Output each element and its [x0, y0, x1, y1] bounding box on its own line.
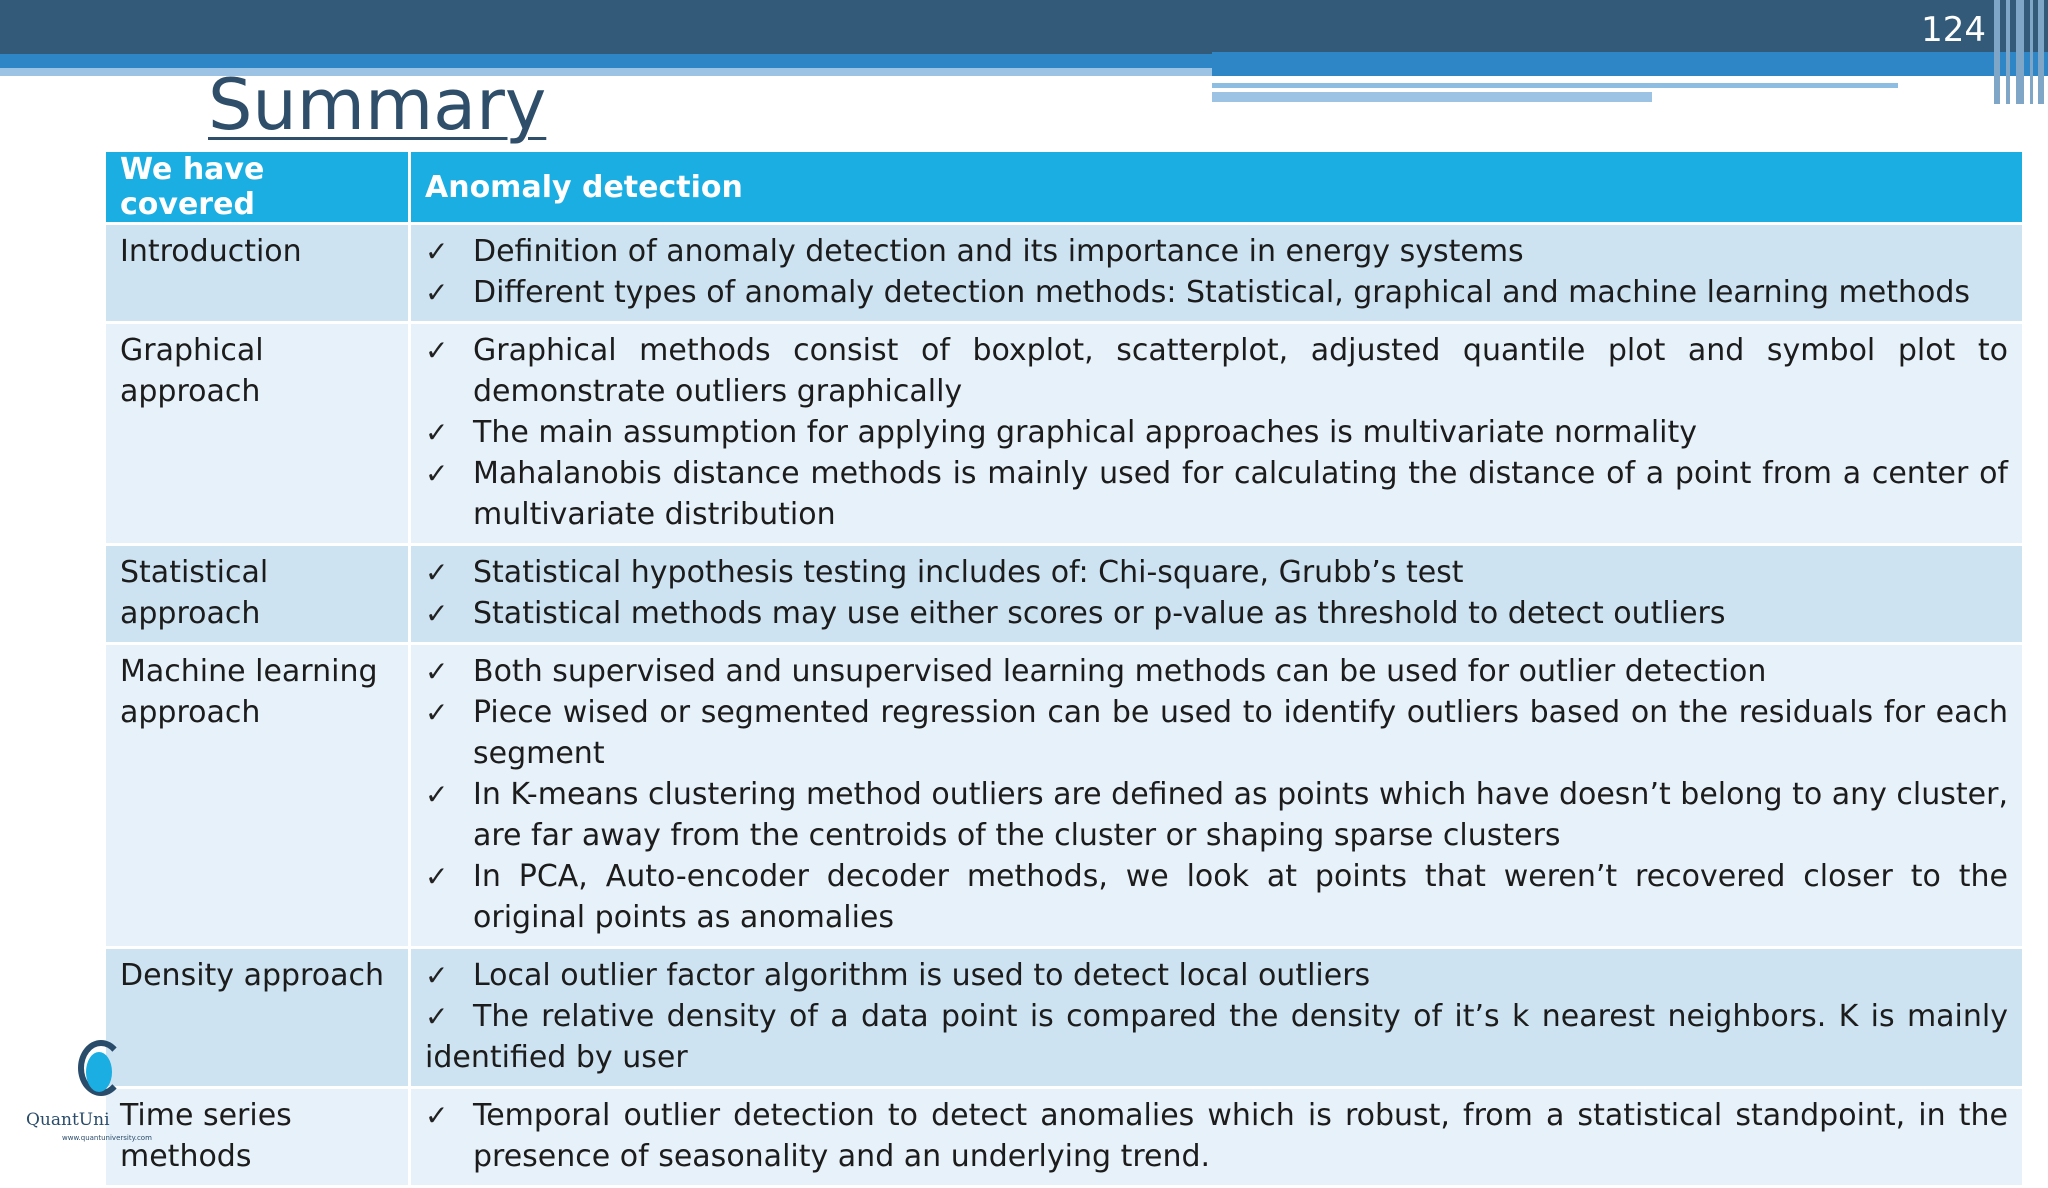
list-item: ✓ Piece wised or segmented regression can be used to identify outliers based on the residuals for each segment [425, 692, 2008, 774]
checkmark-icon: ✓ [425, 655, 449, 688]
row-topic: Time series methods [105, 1088, 410, 1187]
row-topic: Machine learning approach [105, 644, 410, 948]
checkmark-icon: ✓ [425, 778, 449, 811]
checkmark-icon: ✓ [425, 860, 449, 893]
header-topic: We have covered [105, 151, 410, 224]
checkmark-icon: ✓ [425, 959, 449, 992]
list-item: ✓ Statistical methods may use either scores or p-value as threshold to detect outliers [425, 593, 2008, 634]
checkmark-icon: ✓ [425, 416, 449, 449]
table-row [105, 644, 2024, 948]
row-points [410, 948, 2024, 1088]
table-header-row [105, 151, 2024, 224]
table-row [105, 1088, 2024, 1187]
row-points [410, 1088, 2024, 1187]
checkmark-icon: ✓ [425, 276, 449, 309]
checkmark-icon: ✓ [425, 334, 449, 367]
row-topic: Introduction [105, 224, 410, 323]
banner-stripe [1212, 92, 1652, 102]
banner-stripe [1212, 83, 1898, 88]
row-points [410, 545, 2024, 644]
list-item: ✓ Graphical methods consist of boxplot, scatterplot, adjusted quantile plot and symbol plot to demonstrate outliers graphically [425, 330, 2008, 412]
table-row [105, 948, 2024, 1088]
checkmark-icon: ✓ [425, 1099, 449, 1132]
slide-title: Summary [208, 64, 547, 146]
row-points [410, 644, 2024, 948]
banner-right-stripes [1988, 0, 2048, 104]
checkmark-icon: ✓ [425, 696, 449, 729]
banner-stripe [0, 54, 1212, 68]
row-topic: Statistical approach [105, 545, 410, 644]
list-item: ✓ In K-means clustering method outliers are defined as points which have doesn’t belong to any cluster, are far away from the centroids of the cluster or shaping sparse clusters [425, 774, 2008, 856]
list-item: ✓ Temporal outlier detection to detect anomalies which is robust, from a statistical standpoint, in the presence of seasonality and an underlying trend. [425, 1095, 2008, 1177]
list-item: ✓ Mahalanobis distance methods is mainly used for calculating the distance of a point from a center of multivariate distribution [425, 453, 2008, 535]
row-topic: Graphical approach [105, 323, 410, 545]
banner-stripe [1212, 52, 2048, 76]
top-banner [0, 0, 2048, 54]
table-row [105, 545, 2024, 644]
list-item: ✓ Local outlier factor algorithm is used to detect local outliers [425, 955, 2008, 996]
row-topic: Density approach [105, 948, 410, 1088]
checkmark-icon: ✓ [425, 597, 449, 630]
table-row [105, 224, 2024, 323]
logo-url: www.quantuniversity.com [62, 1134, 152, 1142]
row-points [410, 323, 2024, 545]
checkmark-icon: ✓ [425, 457, 449, 490]
list-item: ✓ Both supervised and unsupervised learning methods can be used for outlier detection [425, 651, 2008, 692]
summary-table [103, 149, 2025, 1188]
checkmark-icon: ✓ [425, 556, 449, 589]
list-item: ✓ In PCA, Auto-encoder decoder methods, we look at points that weren’t recovered closer to the original points as anomalies [425, 856, 2008, 938]
checkmark-icon: ✓ [425, 1000, 449, 1033]
checkmark-icon: ✓ [425, 235, 449, 268]
banner-stripe [0, 68, 1212, 76]
table-row [105, 323, 2024, 545]
logo-text: QuantUni [26, 1110, 110, 1130]
row-points [410, 224, 2024, 323]
list-item: ✓ The main assumption for applying graphical approaches is multivariate normality [425, 412, 2008, 453]
list-item: ✓ Statistical hypothesis testing includes of: Chi-square, Grubb’s test [425, 552, 2008, 593]
list-item: ✓ Definition of anomaly detection and its importance in energy systems [425, 231, 2008, 272]
page-number: 124 [1921, 10, 1986, 50]
header-content: Anomaly detection [410, 151, 2024, 224]
list-item: ✓ The relative density of a data point is compared the density of it’s k nearest neighbors. K is mainly identified by user [425, 996, 2008, 1078]
logo-inner-shape [86, 1052, 112, 1092]
list-item: ✓ Different types of anomaly detection methods: Statistical, graphical and machine learning methods [425, 272, 2008, 313]
